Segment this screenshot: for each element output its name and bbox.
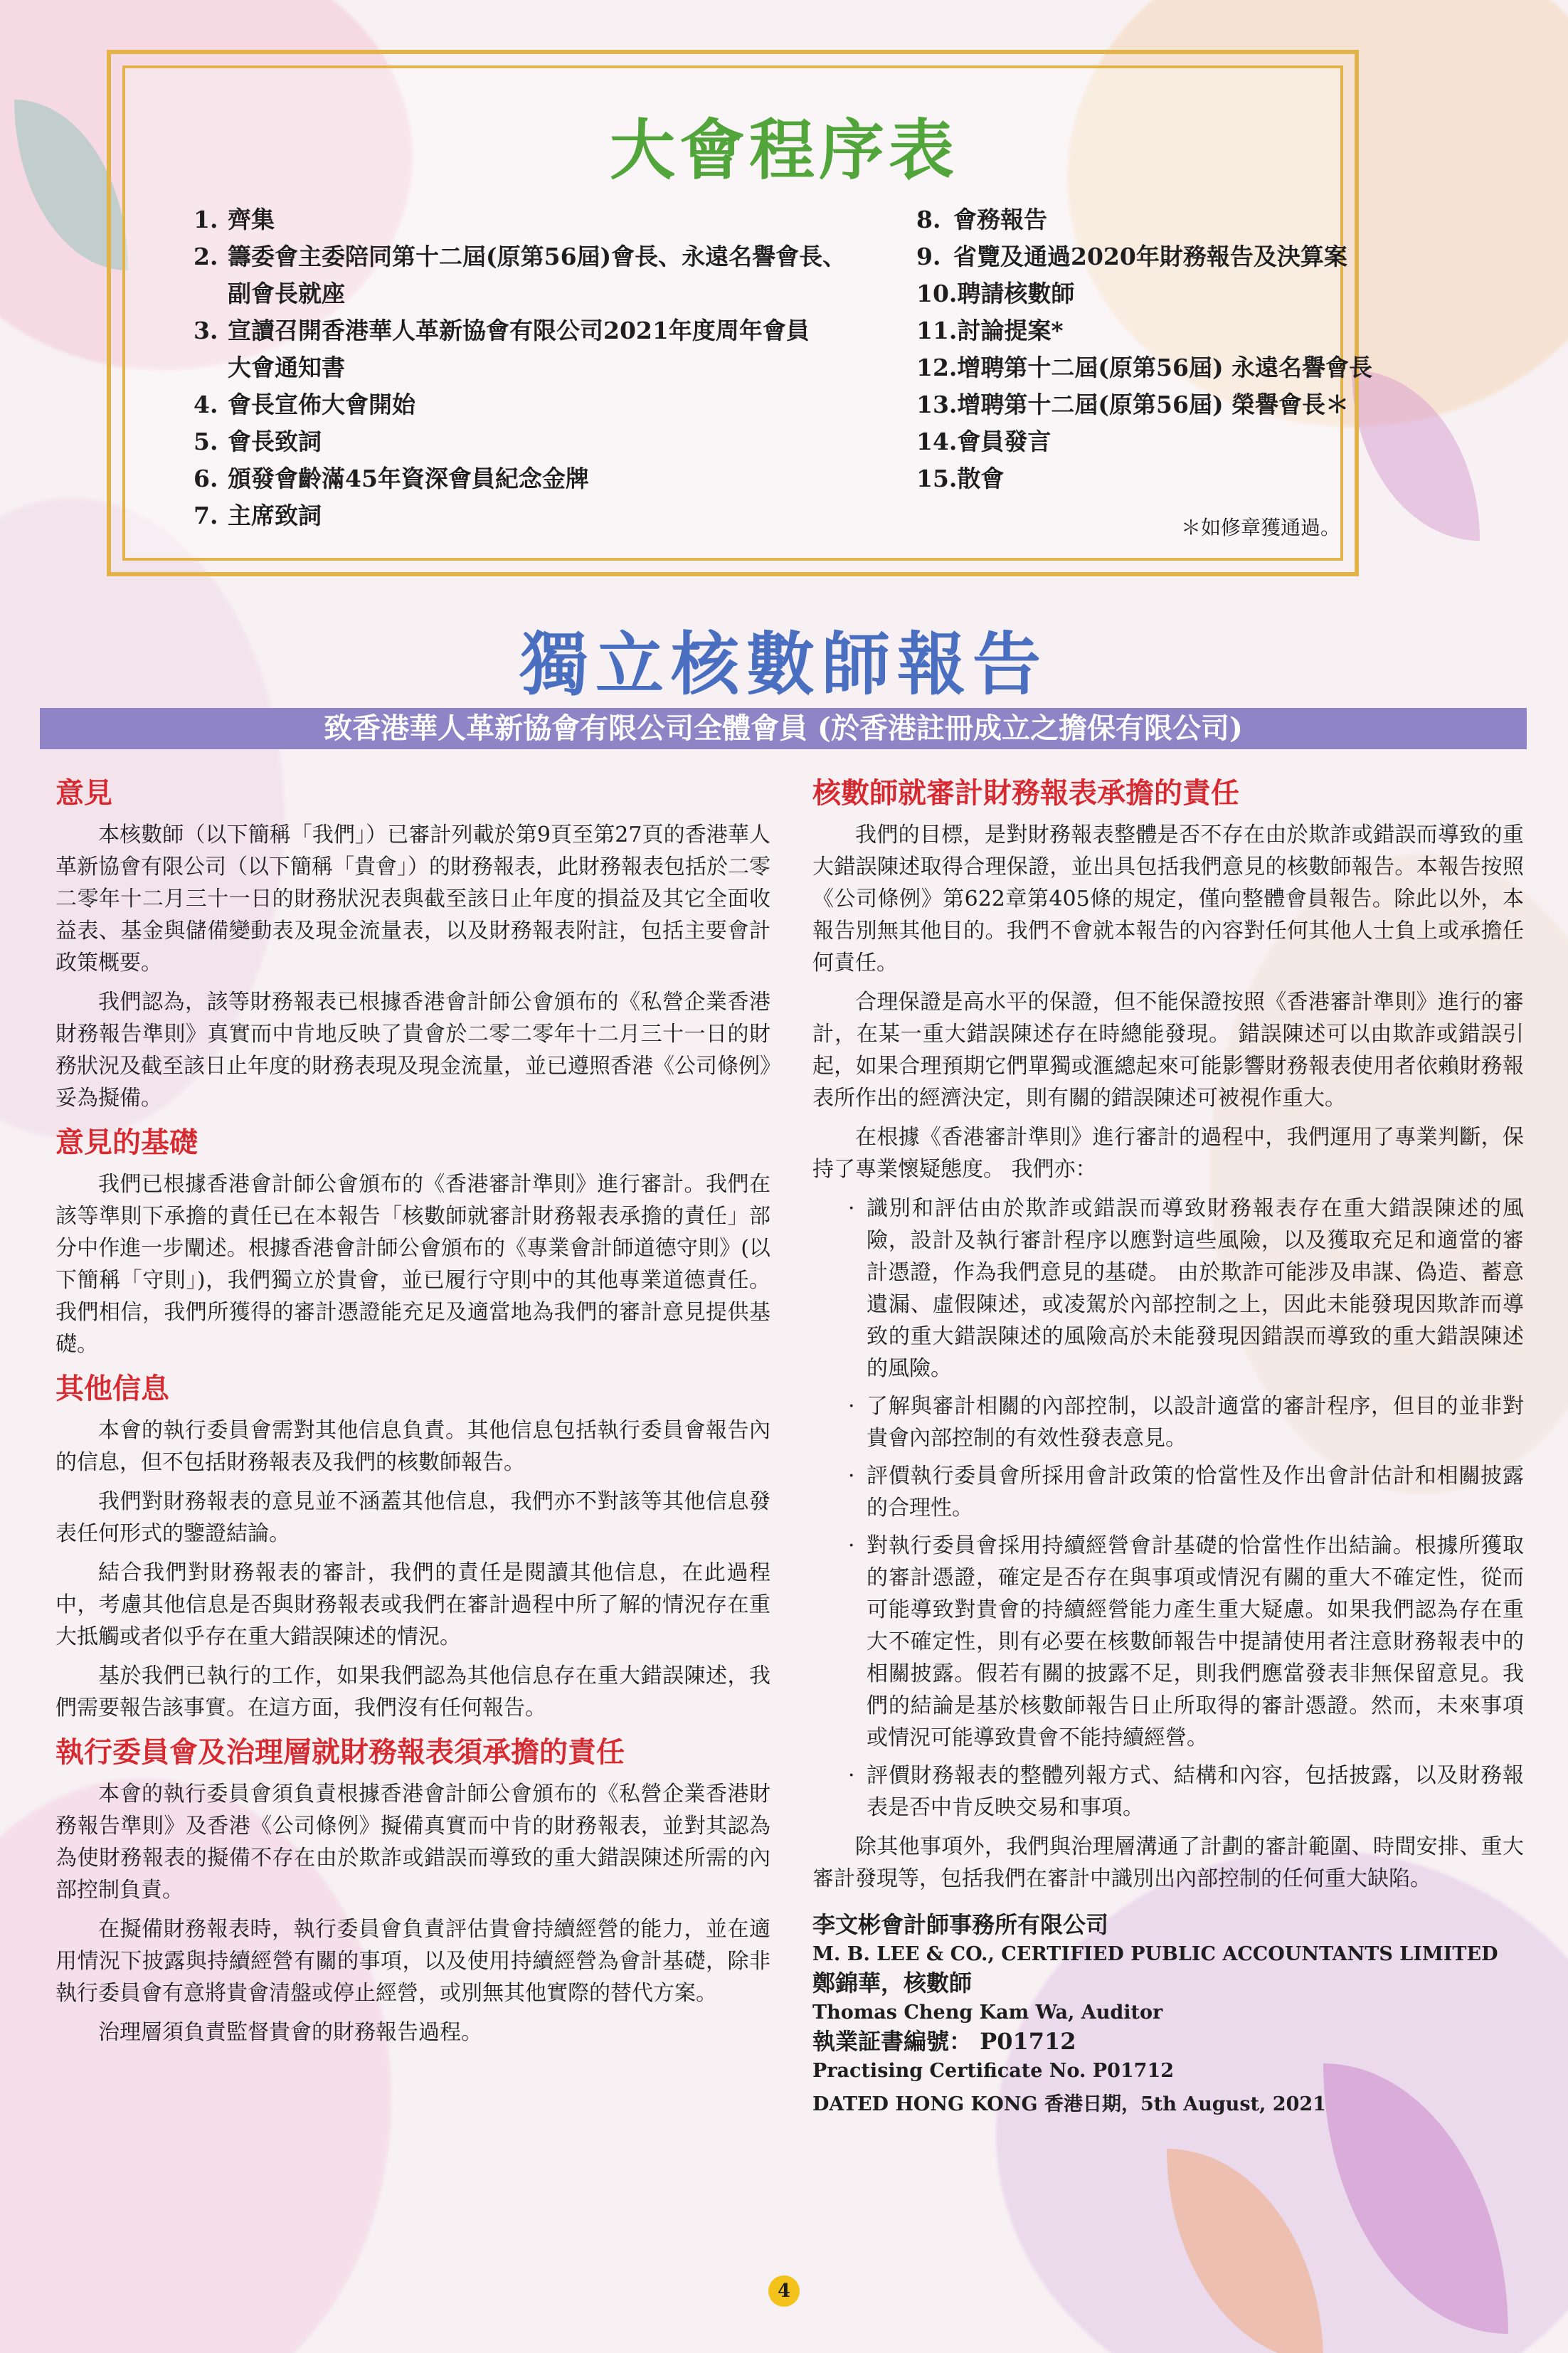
paragraph: 治理層須負責監督貴會的財務報告過程。 [98,2020,482,2045]
agenda-item: 8. 會務報告 [916,206,1047,233]
signature-block [812,1910,1524,2119]
paragraph: 我們已根據香港會計師公會頒布的《香港審計準則》進行審計。我們在該等準則下承擔的責任已在本報告「核數師就審計財務報表承擔的責任」部分中作進一步闡述。根據香港會計師公會頒布的《專業會計師道德守則》(以下簡稱「守則」)，我們獨立於貴會，並已履行守則中的其他專業道德責任。我們相信，我們所獲得的審計憑證能充足及適當地為我們的審計意見提供基礎。 [55,1172,770,1357]
list-item: · 評價執行委員會所採用會計政策的恰當性及作出會計估計和相關披露的合理性。 [867,1460,1524,1524]
agenda-item: 5. 會長致詞 [194,428,322,455]
auditor-name-en: Thomas Cheng Kam Wa, Auditor [812,2002,1163,2024]
agenda-list-left [194,201,905,534]
paragraph: 本核數師（以下簡稱「我們」）已審計列載於第9頁至第27頁的香港華人革新協會有限公司（以下簡稱「貴會」）的財務報表，此財務報表包括於二零二零年十二月三十一日的財務狀況表與截至該日止年度的損益及其它全面收益表、基金與儲備變動表及現金流量表，以及財務報表附註，包括主要會計政策概要。 [55,823,770,975]
agenda-item: 副會長就座 [228,280,345,307]
section-heading-other-info: 其他信息 [55,1372,169,1405]
agenda-item: 13. 增聘第十二屆(原第56屆) 榮譽會長＊ [916,391,1350,418]
list-item: · 了解與審計相關的內部控制，以設計適當的審計程序，但目的並非對貴會內部控制的有效性發表意見。 [867,1390,1524,1454]
agenda-title: 大會程序表 [609,112,958,189]
date-line: DATED HONG KONG 香港日期，5th August, 2021 [812,2093,1326,2115]
certificate-no-en: Practising Certificate No. P01712 [812,2060,1175,2082]
paragraph: 我們的目標，是對財務報表整體是否不存在由於欺詐或錯誤而導致的重大錯誤陳述取得合理保證，並出具包括我們意見的核數師報告。本報告按照《公司條例》第622章第405條的規定，僅向整體會員報告。除此以外，本報告別無其他目的。我們不會就本報告的內容對任何其他人士負上或承擔任何責任。 [812,823,1524,975]
firm-name-cn: 李文彬會計師事務所有限公司 [812,1911,1109,1938]
paragraph: 在擬備財務報表時，執行委員會負責評估貴會持續經營的能力，並在適用情況下披露與持續經營有關的事項，以及使用持續經營為會計基礎，除非執行委員會有意將貴會清盤或停止經營，或別無其他實際的替代方案。 [55,1917,770,2006]
list-item: · 識別和評估由於欺詐或錯誤而導致財務報表存在重大錯誤陳述的風險，設計及執行審計程序以應對這些風險，以及獲取充足和適當的審計憑證，作為我們意見的基礎。 由於欺詐可能涉及串謀、偽造、蓄意遺漏、虛假陳述，或凌駕於內部控制之上，因此未能發現因欺詐而導致的重大錯誤陳述的風險高於未能發現因錯誤而導致的重大錯誤陳述的風險。 [867,1193,1524,1385]
agenda-item: 1. 齊集 [194,206,275,233]
agenda-item: 10. 聘請核數師 [916,280,1075,307]
report-column-right [812,772,1524,2119]
report-column-left [55,772,770,2056]
agenda-item: 7. 主席致詞 [194,502,322,529]
firm-name-en: M. B. LEE & CO., CERTIFIED PUBLIC ACCOUNTANTS LIMITED [812,1943,1498,1965]
certificate-no-cn: 執業証書編號： P01712 [812,2028,1076,2055]
agenda-item: 14. 會員發言 [916,428,1051,455]
agenda-item: 3. 宣讀召開香港華人革新協會有限公司2021年度周年會員 [194,317,810,344]
paragraph: 本會的執行委員會須負責根據香港會計師公會頒布的《私營企業香港財務報告準則》及香港《公司條例》擬備真實而中肯的財務報表，並對其認為為使財務報表的擬備不存在由於欺詐或錯誤而導致的重大錯誤陳述所需的內部控制負責。 [55,1782,770,1903]
auditor-name-cn: 鄭錦華，核數師 [812,1969,973,1997]
list-item: · 對執行委員會採用持續經營會計基礎的恰當性作出結論。根據所獲取的審計憑證，確定是否存在與事項或情況有關的重大不確定性，從而可能導致對貴會的持續經營能力產生重大疑慮。如果我們認為存在重大不確定性，則有必要在核數師報告中提請使用者注意財務報表中的相關披露。假若有關的披露不足，則我們應當發表非無保留意見。我們的結論是基於核數師報告日止所取得的審計憑證。然而，未來事項或情況可能導致貴會不能持續經營。 [867,1530,1524,1754]
agenda-item: 9. 省覽及通過2020年財務報告及決算案 [916,243,1347,270]
paragraph: 除其他事項外，我們與治理層溝通了計劃的審計範圍、時間安排、重大審計發現等，包括我們在審計中識別出內部控制的任何重大缺陷。 [812,1834,1524,1891]
section-heading-auditor-responsibility: 核數師就審計財務報表承擔的責任 [812,776,1239,810]
section-heading-basis: 意見的基礎 [55,1126,198,1159]
agenda-footnote: ＊如修章獲通過。 [1181,516,1341,539]
paragraph: 在根據《香港審計準則》進行審計的過程中，我們運用了專業判斷，保持了專業懷疑態度。 我們亦： [812,1125,1524,1182]
paragraph: 本會的執行委員會需對其他信息負責。其他信息包括執行委員會報告內的信息，但不包括財務報表及我們的核數師報告。 [55,1418,770,1475]
paragraph: 結合我們對財務報表的審計，我們的責任是閱讀其他信息，在此過程中，考慮其他信息是否與財務報表或我們在審計過程中所了解的情況存在重大抵觸或者似乎存在重大錯誤陳述的情況。 [55,1560,770,1649]
agenda-item: 15. 散會 [916,465,1005,492]
agenda-list-right [916,201,1457,497]
agenda-item: 12. 增聘第十二屆(原第56屆) 永遠名譽會長 [916,354,1373,381]
agenda-item: 大會通知書 [228,354,345,381]
page-number: 4 [768,2275,800,2307]
addressee-banner: 致香港華人革新協會有限公司全體會員 (於香港註冊成立之擔保有限公司) [40,708,1527,749]
list-item: · 評價財務報表的整體列報方式、結構和內容，包括披露，以及財務報表是否中肯反映交易和事項。 [867,1760,1524,1824]
paragraph: 我們認為，該等財務報表已根據香港會計師公會頒布的《私營企業香港財務報告準則》真實而中肯地反映了貴會於二零二零年十二月三十一日的財務狀況及截至該日止年度的財務表現及現金流量，並已遵照香港《公司條例》妥為擬備。 [55,990,770,1111]
agenda-item: 2. 籌委會主委陪同第十二屆(原第56屆)會長、永遠名譽會長、 [194,243,847,270]
agenda-item: 6. 頒發會齡滿45年資深會員紀念金牌 [194,465,589,492]
agenda-item: 4. 會長宣佈大會開始 [194,391,415,418]
section-heading-committee-responsibility: 執行委員會及治理層就財務報表須承擔的責任 [55,1735,625,1769]
responsibility-list [812,1193,1524,1824]
section-heading-opinion: 意見 [55,776,112,810]
report-title: 獨立核數師報告 [520,625,1048,704]
paragraph: 合理保證是高水平的保證，但不能保證按照《香港審計準則》進行的審計，在某一重大錯誤陳述存在時總能發現。 錯誤陳述可以由欺詐或錯誤引起，如果合理預期它們單獨或滙總起來可能影響財務報表使用者依賴財務報表所作出的經濟決定，則有關的錯誤陳述可被視作重大。 [812,990,1524,1111]
paragraph: 基於我們已執行的工作，如果我們認為其他信息存在重大錯誤陳述，我們需要報告該事實。在這方面，我們沒有任何報告。 [55,1664,770,1720]
agenda-item: 11. 討論提案* [916,317,1064,344]
paragraph: 我們對財務報表的意見並不涵蓋其他信息，我們亦不對該等其他信息發表任何形式的鑒證結論。 [55,1489,770,1546]
